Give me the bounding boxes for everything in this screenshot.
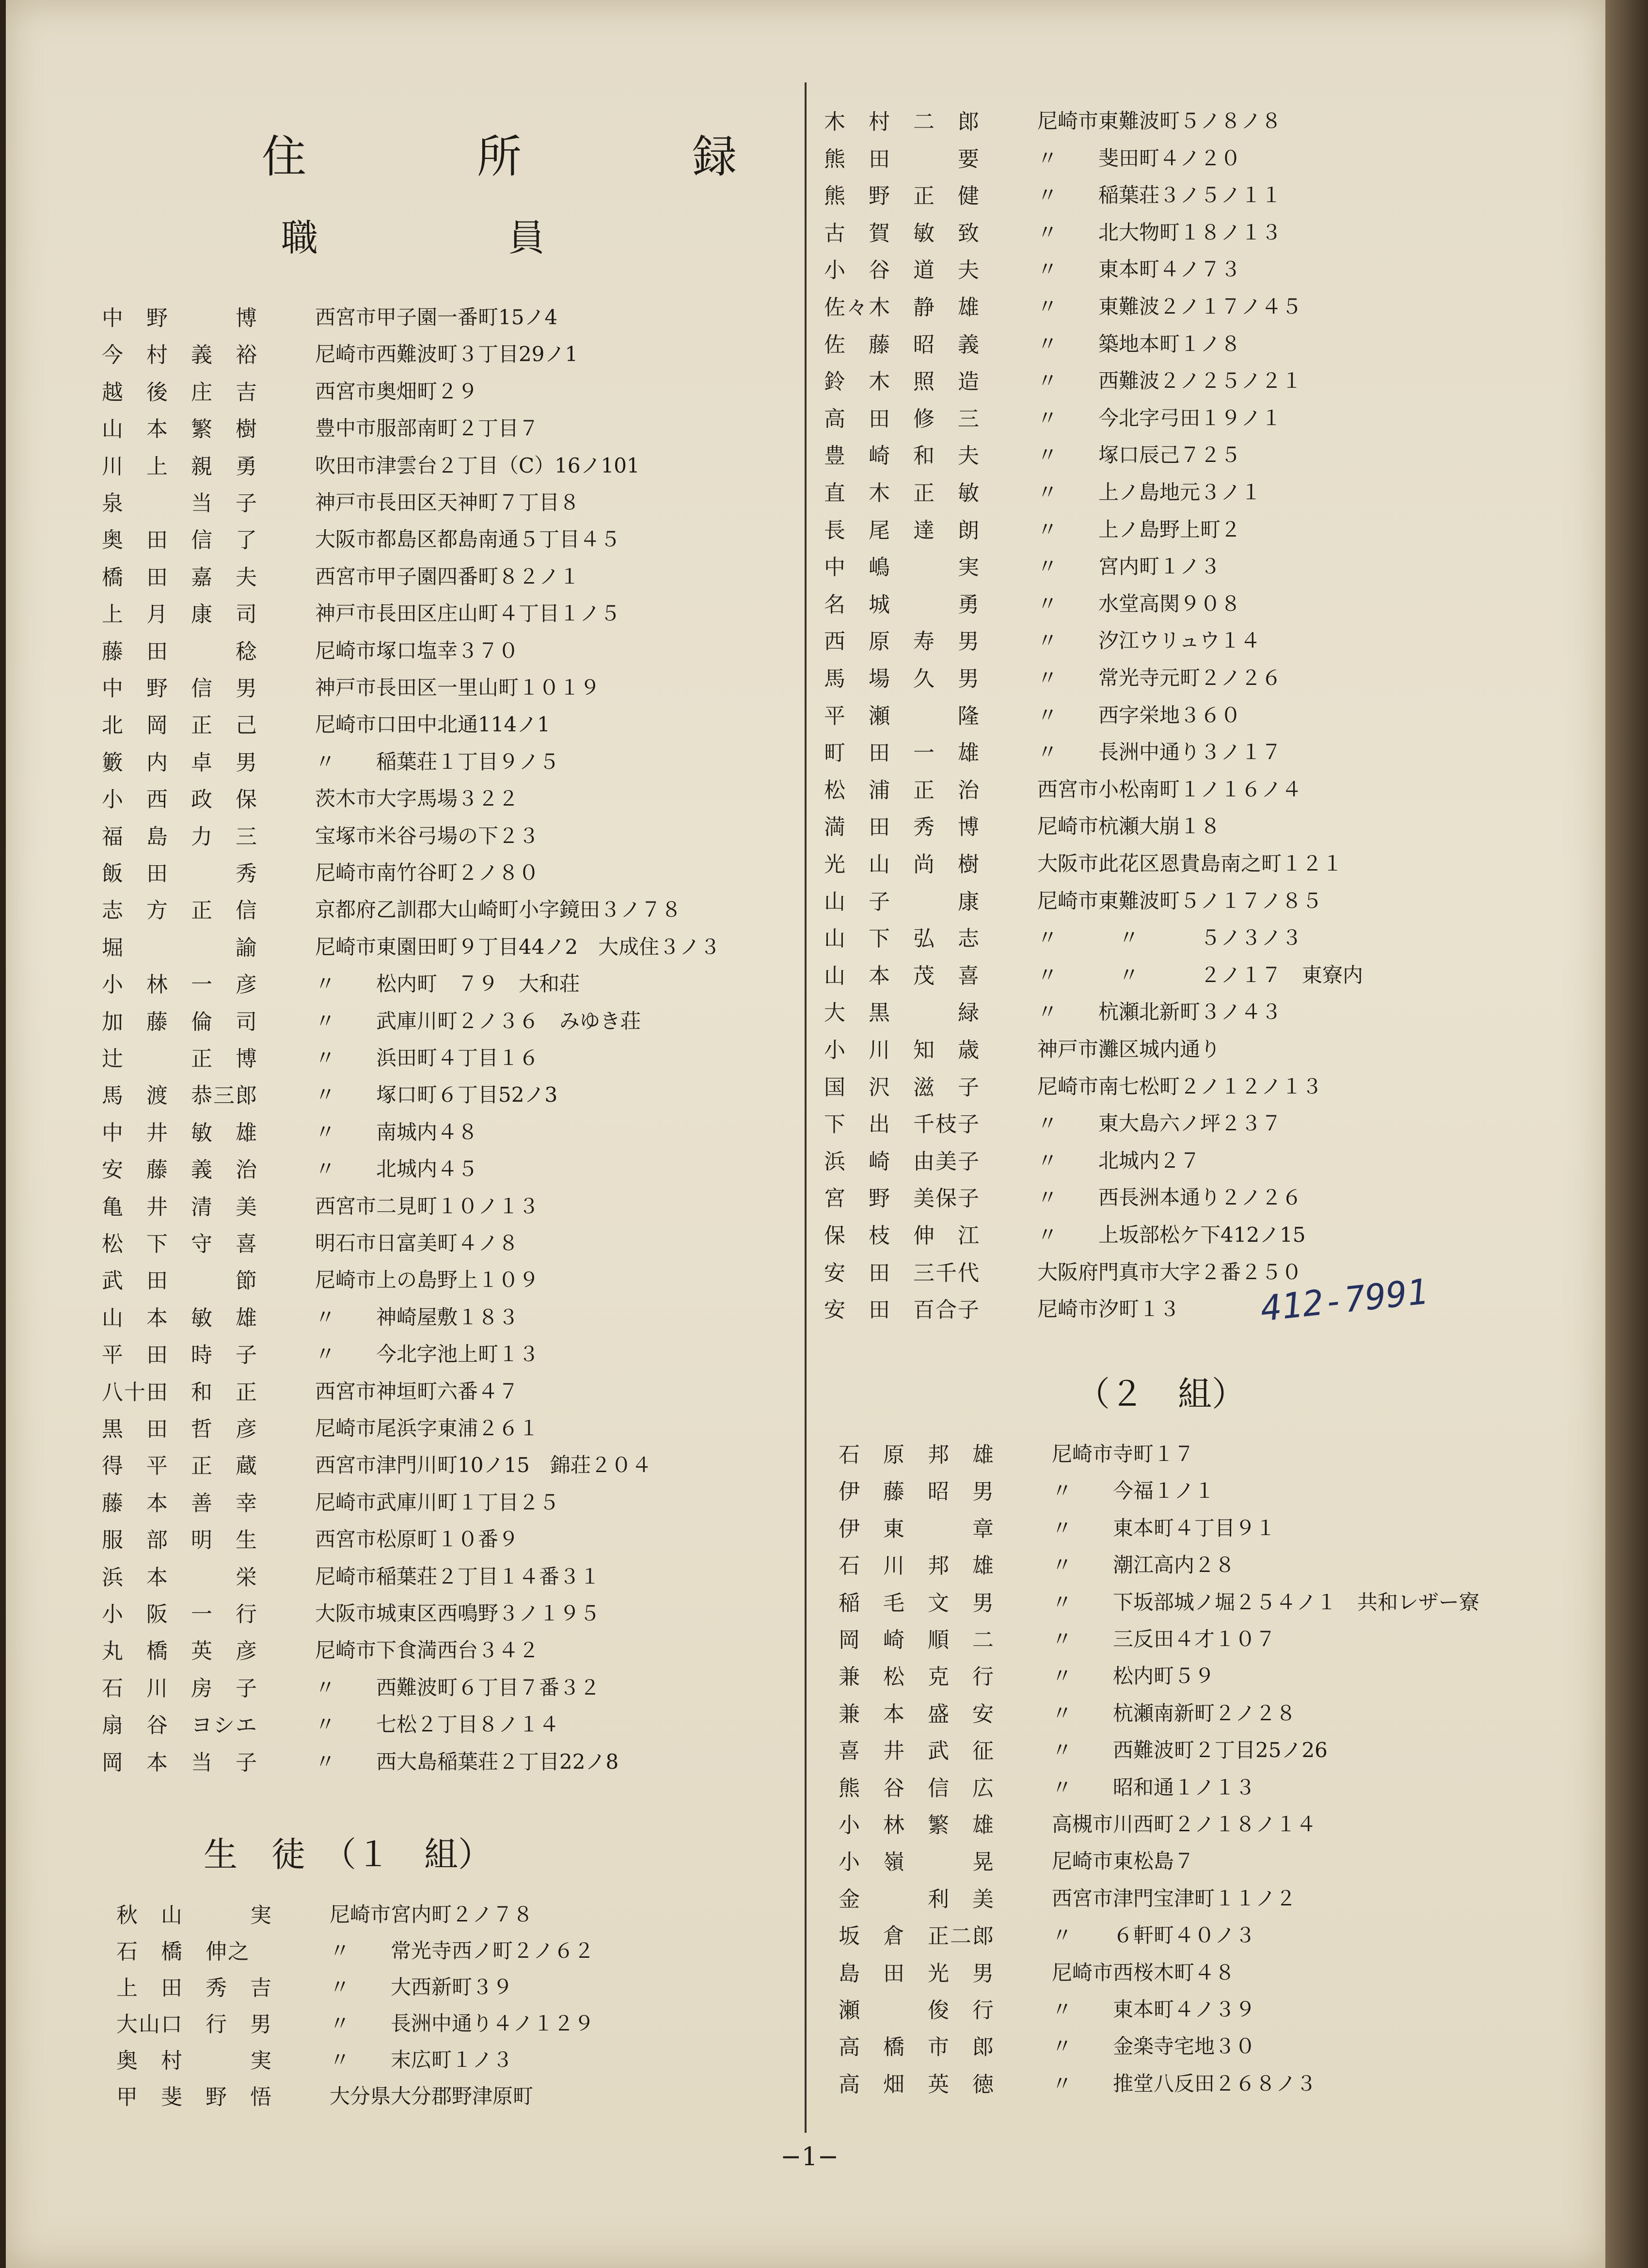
address-row (824, 1216, 1306, 1252)
address-row (102, 1113, 478, 1149)
person-name: 志 方 正 信 (102, 898, 258, 923)
address-text: 〃 杭瀬北新町３ノ４３ (1037, 1000, 1282, 1024)
person-name: 小 阪 一 行 (102, 1602, 258, 1627)
address-row (102, 1743, 618, 1778)
address-row (116, 1895, 533, 1931)
address-text: 〃 北城内２７ (1037, 1148, 1201, 1173)
address-row (824, 473, 1261, 509)
person-name: 橋 田 嘉 夫 (102, 565, 258, 590)
address-row (824, 436, 1241, 472)
address-row (102, 1631, 539, 1667)
person-name: 北 岡 正 己 (102, 713, 258, 738)
address-row (839, 1620, 1276, 1656)
person-name: 馬 渡 恭三郎 (102, 1083, 258, 1109)
person-name: 上 月 康 司 (102, 602, 258, 627)
address-text: 〃 今北字池上町１３ (315, 1342, 539, 1366)
person-name: 中 井 敏 雄 (102, 1120, 258, 1145)
person-name: 小 谷 道 夫 (824, 258, 980, 283)
address-text: 神戸市長田区天神町７丁目８ (315, 491, 580, 514)
address-row (839, 1694, 1296, 1730)
person-name: 豊 崎 和 夫 (824, 444, 980, 469)
person-name: 中 野 博 (102, 306, 258, 331)
address-text: 〃 七松２丁目８ノ１４ (315, 1713, 560, 1737)
address-text: 尼崎市西桜木町４８ (1052, 1960, 1236, 1984)
address-text: 吹田市津雲台２丁目（C）16ノ101 (315, 453, 640, 477)
address-text: 神戸市灘区城内通り (1037, 1037, 1221, 1061)
address-text: 〃 上ノ島地元３ノ１ (1037, 480, 1262, 504)
person-name: 扇 谷 ヨシエ (102, 1713, 258, 1738)
address-text: 西宮市奥畑町２９ (315, 379, 478, 403)
person-name: 服 部 明 生 (102, 1528, 258, 1553)
address-text: 大分県大分郡野津原町 (330, 2084, 534, 2108)
person-name: 籔 内 卓 男 (102, 750, 258, 775)
person-name: 辻 正 博 (102, 1047, 258, 1071)
address-row (824, 696, 1241, 732)
person-name: 石 川 邦 雄 (839, 1554, 995, 1579)
address-text: 〃 昭和通１ノ１３ (1052, 1775, 1256, 1799)
person-name: 松 浦 正 治 (824, 777, 980, 803)
address-row (839, 1731, 1328, 1767)
address-text: 〃 三反田４才１０７ (1052, 1627, 1276, 1651)
person-name: 小 林 一 彦 (102, 972, 258, 998)
address-row (839, 1546, 1235, 1582)
person-name: 稲 毛 文 男 (839, 1590, 995, 1616)
address-text: 京都府乙訓郡大山崎町小字鏡田３ノ７８ (315, 898, 682, 922)
person-name: 八十田 和 正 (102, 1380, 258, 1405)
address-row (102, 298, 557, 334)
address-text: 大阪市都島区都島南通５丁目４５ (315, 527, 621, 552)
address-row (824, 807, 1220, 843)
address-row (839, 1509, 1276, 1545)
person-name: 高 橋 市 郎 (839, 2035, 995, 2060)
address-text: 〃 今北字弓田１９ノ１ (1037, 406, 1282, 430)
address-text: 尼崎市寺町１７ (1052, 1442, 1195, 1466)
address-row (824, 287, 1302, 323)
person-name: 小 林 繁 雄 (839, 1813, 995, 1838)
address-row (102, 557, 580, 593)
address-text: 〃 東本町４ノ３９ (1052, 1998, 1256, 2021)
staff-heading: 職 員 (281, 216, 584, 259)
address-row (102, 705, 550, 741)
page-edge (1605, 0, 1648, 2268)
address-row (824, 770, 1302, 806)
address-text: 大阪市城東区西鳴野３ノ１９５ (315, 1602, 601, 1625)
address-text: 〃 今福１ノ１ (1052, 1479, 1215, 1503)
address-row (102, 1298, 519, 1334)
address-row (102, 1409, 539, 1445)
address-row (839, 1805, 1316, 1841)
person-name: 直 木 正 敏 (824, 481, 980, 506)
person-name: 小 西 政 保 (102, 787, 258, 812)
address-row (824, 733, 1282, 769)
person-name: 大 黒 緑 (824, 1000, 980, 1026)
person-name: 佐 藤 昭 義 (824, 332, 980, 357)
address-text: 〃 松内町５９ (1052, 1664, 1215, 1688)
address-row (839, 2064, 1316, 2100)
address-text: 西宮市甲子園一番町15ノ4 (315, 305, 558, 329)
person-name: 岡 本 当 子 (102, 1750, 258, 1775)
person-name: 山 本 茂 喜 (824, 963, 980, 988)
person-name: 高 田 修 三 (824, 406, 980, 431)
person-name: 中 野 信 男 (102, 676, 258, 701)
person-name: 小 嶺 晃 (839, 1850, 995, 1875)
page-title: 住 所 録 (262, 131, 800, 183)
address-text: 〃 杭瀬南新町２ノ２８ (1052, 1701, 1297, 1725)
address-row (824, 139, 1241, 175)
address-text: 西宮市二見町１０ノ１３ (315, 1194, 539, 1218)
address-row (102, 854, 539, 889)
address-text: 豊中市服部南町２丁目７ (315, 416, 539, 441)
address-row (102, 632, 519, 667)
address-text: 〃 常光寺元町２ノ２６ (1037, 666, 1282, 690)
address-row (824, 176, 1282, 212)
address-row (116, 2041, 513, 2077)
page-number: −1− (780, 2142, 839, 2172)
person-name: 伊 藤 昭 男 (839, 1479, 995, 1505)
address-text: 〃 西大島稲葉荘２丁目22ノ8 (315, 1749, 619, 1774)
address-row (102, 1668, 600, 1704)
person-name: 鈴 木 照 造 (824, 369, 980, 395)
address-row (102, 483, 580, 519)
address-row (102, 335, 578, 371)
address-row (102, 1261, 539, 1297)
person-name: 安 田 百合子 (824, 1298, 980, 1323)
address-text: 〃 西難波町６丁目７番３２ (315, 1675, 601, 1699)
address-row (102, 446, 640, 482)
address-text: 〃 長洲中通り４ノ１２９ (330, 2012, 595, 2035)
address-row (102, 1150, 478, 1186)
address-text: 〃 末広町１ノ３ (330, 2048, 513, 2072)
person-name: 石 川 房 子 (102, 1676, 258, 1701)
students2-heading: （２ 組） (1076, 1374, 1246, 1414)
person-name: 越 後 庄 吉 (102, 380, 258, 405)
address-text: 〃 東本町４ノ７３ (1037, 257, 1241, 282)
person-name: 保 枝 伸 江 (824, 1223, 980, 1248)
address-text: 〃 武庫川町２ノ３６ みゆき荘 (315, 1009, 641, 1033)
address-text: 〃 斐田町４ノ２０ (1037, 146, 1241, 170)
address-row (102, 372, 478, 408)
person-name: 平 瀬 隆 (824, 703, 980, 729)
address-row (824, 1290, 1180, 1326)
address-text: 尼崎市汐町１３ (1037, 1297, 1180, 1321)
address-row (824, 102, 1282, 138)
address-row (102, 1039, 539, 1075)
person-name: 石 橋 伸之 (116, 1939, 250, 1964)
address-row (102, 594, 620, 630)
person-name: 宮 野 美保子 (824, 1186, 980, 1211)
person-name: 島 田 光 男 (839, 1961, 995, 1986)
address-row (824, 362, 1302, 397)
address-row (102, 1705, 559, 1741)
person-name: 小 川 知 歳 (824, 1038, 980, 1063)
person-name: 佐々木 静 雄 (824, 295, 980, 320)
address-text: 明石市日富美町４ノ８ (315, 1231, 519, 1255)
address-row (839, 1990, 1255, 2026)
address-text: 〃 汐江ウリュウ１４ (1037, 629, 1261, 653)
address-text: 〃 ６軒町４０ノ３ (1052, 1923, 1256, 1948)
address-text: 〃 水堂高関９０８ (1037, 591, 1241, 616)
address-row (102, 890, 681, 926)
address-row (824, 399, 1282, 435)
address-row (102, 1372, 519, 1408)
address-text: 尼崎市杭瀬大崩１８ (1037, 814, 1221, 839)
person-name: 山 本 敏 雄 (102, 1305, 258, 1331)
person-name: 山 子 康 (824, 889, 980, 914)
address-row (102, 1446, 652, 1482)
person-name: 山 本 繁 樹 (102, 417, 258, 442)
address-text: 尼崎市稲葉荘２丁目１４番３１ (315, 1564, 601, 1588)
address-text: 〃 長洲中通り３ノ１７ (1037, 740, 1282, 764)
address-row (102, 1224, 519, 1260)
address-row (102, 409, 539, 445)
person-name: 西 原 寿 男 (824, 629, 980, 654)
person-name: 武 田 節 (102, 1269, 258, 1294)
person-name: 長 尾 達 朗 (824, 518, 980, 543)
address-text: 尼崎市尾浜字東浦２６１ (315, 1416, 539, 1440)
address-row (824, 547, 1220, 583)
address-text: 尼崎市武庫川町１丁目２５ (315, 1490, 560, 1514)
address-row (824, 882, 1322, 918)
person-name: 黒 田 哲 彦 (102, 1417, 258, 1442)
address-row (824, 213, 1282, 249)
person-name: 飯 田 秀 (102, 861, 258, 886)
address-row (102, 668, 600, 704)
person-name: 川 上 親 勇 (102, 454, 258, 479)
address-row (839, 1879, 1296, 1915)
address-text: 西宮市津門宝津町１１ノ２ (1052, 1886, 1297, 1910)
address-row (824, 1030, 1220, 1066)
address-row (102, 1002, 641, 1038)
person-name: 山 下 弘 志 (824, 926, 980, 952)
address-text: 尼崎市東園田町９丁目44ノ2 大成住３ノ３ (315, 935, 721, 959)
address-text: 西宮市松原町１０番９ (315, 1527, 519, 1552)
address-text: 〃 東大島六ノ坪２３７ (1037, 1111, 1282, 1136)
person-name: 石 原 邦 雄 (839, 1443, 995, 1467)
address-text: 〃 南城内４８ (315, 1120, 478, 1144)
address-row (824, 659, 1282, 695)
person-name: 瀬 俊 行 (839, 1998, 995, 2023)
person-name: 秋 山 実 (116, 1903, 272, 1928)
person-name: 岡 崎 順 二 (839, 1628, 995, 1652)
person-name: 泉 当 子 (102, 491, 258, 516)
person-name: 福 島 力 三 (102, 824, 258, 849)
person-name: 熊 野 正 健 (824, 184, 980, 209)
address-text: 茨木市大字馬場３２２ (315, 787, 519, 811)
address-text: 〃 〃 ５ノ３ノ３ (1037, 926, 1302, 950)
person-name: 伊 東 章 (839, 1516, 995, 1541)
address-row (824, 1067, 1322, 1103)
students1-heading: 生 徒 （１ 組） (204, 1835, 492, 1874)
person-name: 藤 本 善 幸 (102, 1491, 258, 1516)
address-text: 〃 浜田町４丁目１６ (315, 1046, 539, 1070)
person-name: 浜 崎 由美子 (824, 1149, 980, 1174)
person-name: 奥 田 信 了 (102, 528, 258, 553)
address-text: 大阪市此花区恩貴島南之町１２１ (1037, 852, 1343, 875)
person-name: 上 田 秀 吉 (116, 1976, 272, 2000)
person-name: 加 藤 倫 司 (102, 1009, 258, 1034)
address-text: 尼崎市塚口塩幸３７０ (315, 638, 519, 663)
address-text: 〃 下坂部城ノ堀２５４ノ１ 共和レザー寮 (1052, 1590, 1480, 1614)
address-text: 〃 東本町４丁目９１ (1052, 1516, 1276, 1540)
address-text: 〃 大西新町３９ (330, 1975, 513, 1999)
column-divider (805, 82, 807, 2133)
person-name: 高 畑 英 徳 (839, 2072, 995, 2097)
person-name: 満 田 秀 博 (824, 815, 980, 840)
address-text: 西宮市小松南町１ノ１６ノ４ (1037, 777, 1302, 801)
person-name: 古 賀 敏 致 (824, 221, 980, 246)
person-name: 甲 斐 野 悟 (116, 2085, 272, 2109)
person-name: 大山口 行 男 (116, 2012, 272, 2037)
address-text: 〃 塚口辰己７２５ (1037, 443, 1241, 467)
address-row (116, 1968, 513, 2004)
person-name: 町 田 一 雄 (824, 741, 980, 766)
handwritten-note: 412-7991 (1258, 1271, 1430, 1329)
address-row (824, 844, 1343, 880)
person-name: 光 山 尚 樹 (824, 852, 980, 877)
address-text: 〃 松内町 ７９ 大和荘 (315, 972, 580, 996)
address-text: 宝塚市米谷弓場の下２３ (315, 824, 539, 848)
address-row (839, 1583, 1479, 1619)
address-text: 〃 稲葉荘３ノ５ノ１１ (1037, 183, 1282, 207)
address-row (824, 919, 1302, 954)
address-row (102, 1594, 600, 1630)
address-text: 〃 金楽寺宅地３０ (1052, 2034, 1256, 2059)
address-row (824, 1104, 1282, 1140)
address-row (102, 965, 580, 1000)
person-name: 熊 谷 信 広 (839, 1776, 995, 1801)
person-name: 今 村 義 裕 (102, 343, 258, 368)
address-text: 〃 西長洲本通り２ノ２６ (1037, 1186, 1302, 1210)
address-text: 〃 築地本町１ノ８ (1037, 332, 1241, 356)
address-text: 神戸市長田区庄山町４丁目１ノ５ (315, 602, 621, 626)
address-row (116, 2004, 594, 2040)
person-name: 兼 本 盛 安 (839, 1701, 995, 1727)
address-text: 〃 上ノ島野上町２ (1037, 517, 1241, 541)
address-text: 〃 潮江高内２８ (1052, 1553, 1236, 1577)
address-text: 神戸市長田区一里山町１０１９ (315, 676, 601, 699)
address-row (824, 1253, 1302, 1289)
person-name: 名 城 勇 (824, 592, 980, 617)
person-name: 中 嶋 実 (824, 555, 980, 580)
address-row (839, 1842, 1194, 1878)
address-text: 〃 常光寺西ノ町２ノ６２ (330, 1939, 595, 1963)
address-text: 尼崎市上の島野上１０９ (315, 1268, 539, 1292)
address-text: 〃 西字栄地３６０ (1037, 703, 1241, 727)
address-text: 〃 稲葉荘１丁目９ノ５ (315, 749, 560, 774)
address-text: 尼崎市南竹谷町２ノ８０ (315, 861, 539, 885)
address-text: 西宮市甲子園四番町８２ノ１ (315, 564, 580, 588)
address-row (839, 1916, 1255, 1952)
person-name: 亀 井 清 美 (102, 1194, 258, 1220)
address-row (824, 956, 1363, 992)
address-row (102, 743, 559, 778)
person-name: 堀 諭 (102, 935, 258, 960)
address-text: 尼崎市東難波町５ノ１７ノ８５ (1037, 888, 1323, 913)
address-text: 尼崎市南七松町２ノ１２ノ１３ (1037, 1074, 1323, 1098)
address-text: 〃 西難波２ノ２５ノ２１ (1037, 369, 1302, 393)
address-text: 西宮市神垣町六番４７ (315, 1379, 519, 1403)
address-text: 大阪府門真市大字２番２５０ (1037, 1260, 1302, 1284)
address-text: 〃 西難波町２丁目25ノ26 (1052, 1738, 1328, 1762)
address-text: 高槻市川西町２ノ１８ノ１４ (1052, 1812, 1317, 1836)
address-row (116, 1932, 594, 1967)
address-text: 〃 推堂八反田２６８ノ３ (1052, 2071, 1317, 2095)
address-row (102, 928, 720, 964)
address-row (824, 1142, 1200, 1177)
address-text: 〃 塚口町６丁目52ノ3 (315, 1083, 558, 1107)
address-text: 尼崎市東松島７ (1052, 1849, 1195, 1873)
person-name: 安 田 三千代 (824, 1260, 980, 1285)
address-row (839, 2027, 1255, 2063)
address-row (839, 1657, 1215, 1693)
person-name: 金 利 美 (839, 1887, 995, 1912)
address-row (102, 1483, 559, 1519)
address-text: 〃 〃 ２ノ１７ 東寮内 (1037, 963, 1363, 987)
address-text: 〃 東難波２ノ１７ノ４５ (1037, 295, 1302, 318)
address-row (839, 1953, 1235, 1989)
address-row (824, 621, 1261, 657)
address-text: 西宮市津門川町10ノ15 錦荘２０４ (315, 1453, 652, 1477)
person-name: 兼 松 克 行 (839, 1665, 995, 1690)
address-text: 〃 北城内４５ (315, 1157, 478, 1181)
person-name: 国 沢 滋 子 (824, 1075, 980, 1100)
address-row (839, 1435, 1194, 1471)
person-name: 木 村 二 郎 (824, 110, 980, 134)
address-text: 〃 神崎屋敷１８３ (315, 1305, 519, 1329)
address-row (102, 1520, 519, 1556)
person-name: 奥 村 実 (116, 2048, 272, 2073)
address-text: 尼崎市東難波町５ノ８ノ８ (1037, 109, 1282, 133)
person-name: 喜 井 武 征 (839, 1739, 995, 1764)
address-row (102, 1076, 557, 1111)
address-row (824, 993, 1282, 1029)
address-row (102, 1557, 600, 1593)
address-text: 〃 宮内町１ノ３ (1037, 555, 1221, 579)
address-text: 尼崎市下食満西台３４２ (315, 1638, 539, 1663)
address-text: 尼崎市宮内町２ノ７８ (330, 1903, 534, 1926)
address-row (102, 779, 519, 815)
address-row (116, 2077, 533, 2113)
address-row (102, 1187, 539, 1223)
address-row (102, 817, 539, 853)
address-row (102, 1335, 539, 1371)
address-row (824, 585, 1241, 620)
address-text: 〃 上坂部松ケ下412ノ15 (1037, 1223, 1306, 1247)
person-name: 浜 本 栄 (102, 1565, 258, 1590)
address-row (824, 510, 1241, 546)
person-name: 安 藤 義 治 (102, 1158, 258, 1183)
person-name: 得 平 正 蔵 (102, 1454, 258, 1479)
address-text: 尼崎市口田中北通114ノ1 (315, 713, 550, 737)
person-name: 坂 倉 正二郎 (839, 1924, 995, 1949)
address-row (824, 1178, 1302, 1214)
person-name: 藤 田 稔 (102, 639, 258, 664)
person-name: 平 田 時 子 (102, 1343, 258, 1368)
address-row (824, 250, 1241, 286)
person-name: 熊 田 要 (824, 146, 980, 172)
address-row (839, 1472, 1215, 1507)
address-text: 〃 北大物町１８ノ１３ (1037, 220, 1282, 244)
person-name: 松 下 守 喜 (102, 1232, 258, 1256)
address-row (839, 1768, 1255, 1804)
person-name: 丸 橋 英 彦 (102, 1639, 258, 1664)
address-row (102, 520, 620, 556)
address-text: 尼崎市西難波町３丁目29ノ1 (315, 342, 578, 366)
address-row (824, 325, 1241, 361)
person-name: 馬 場 久 男 (824, 666, 980, 691)
person-name: 下 出 千枝子 (824, 1112, 980, 1137)
